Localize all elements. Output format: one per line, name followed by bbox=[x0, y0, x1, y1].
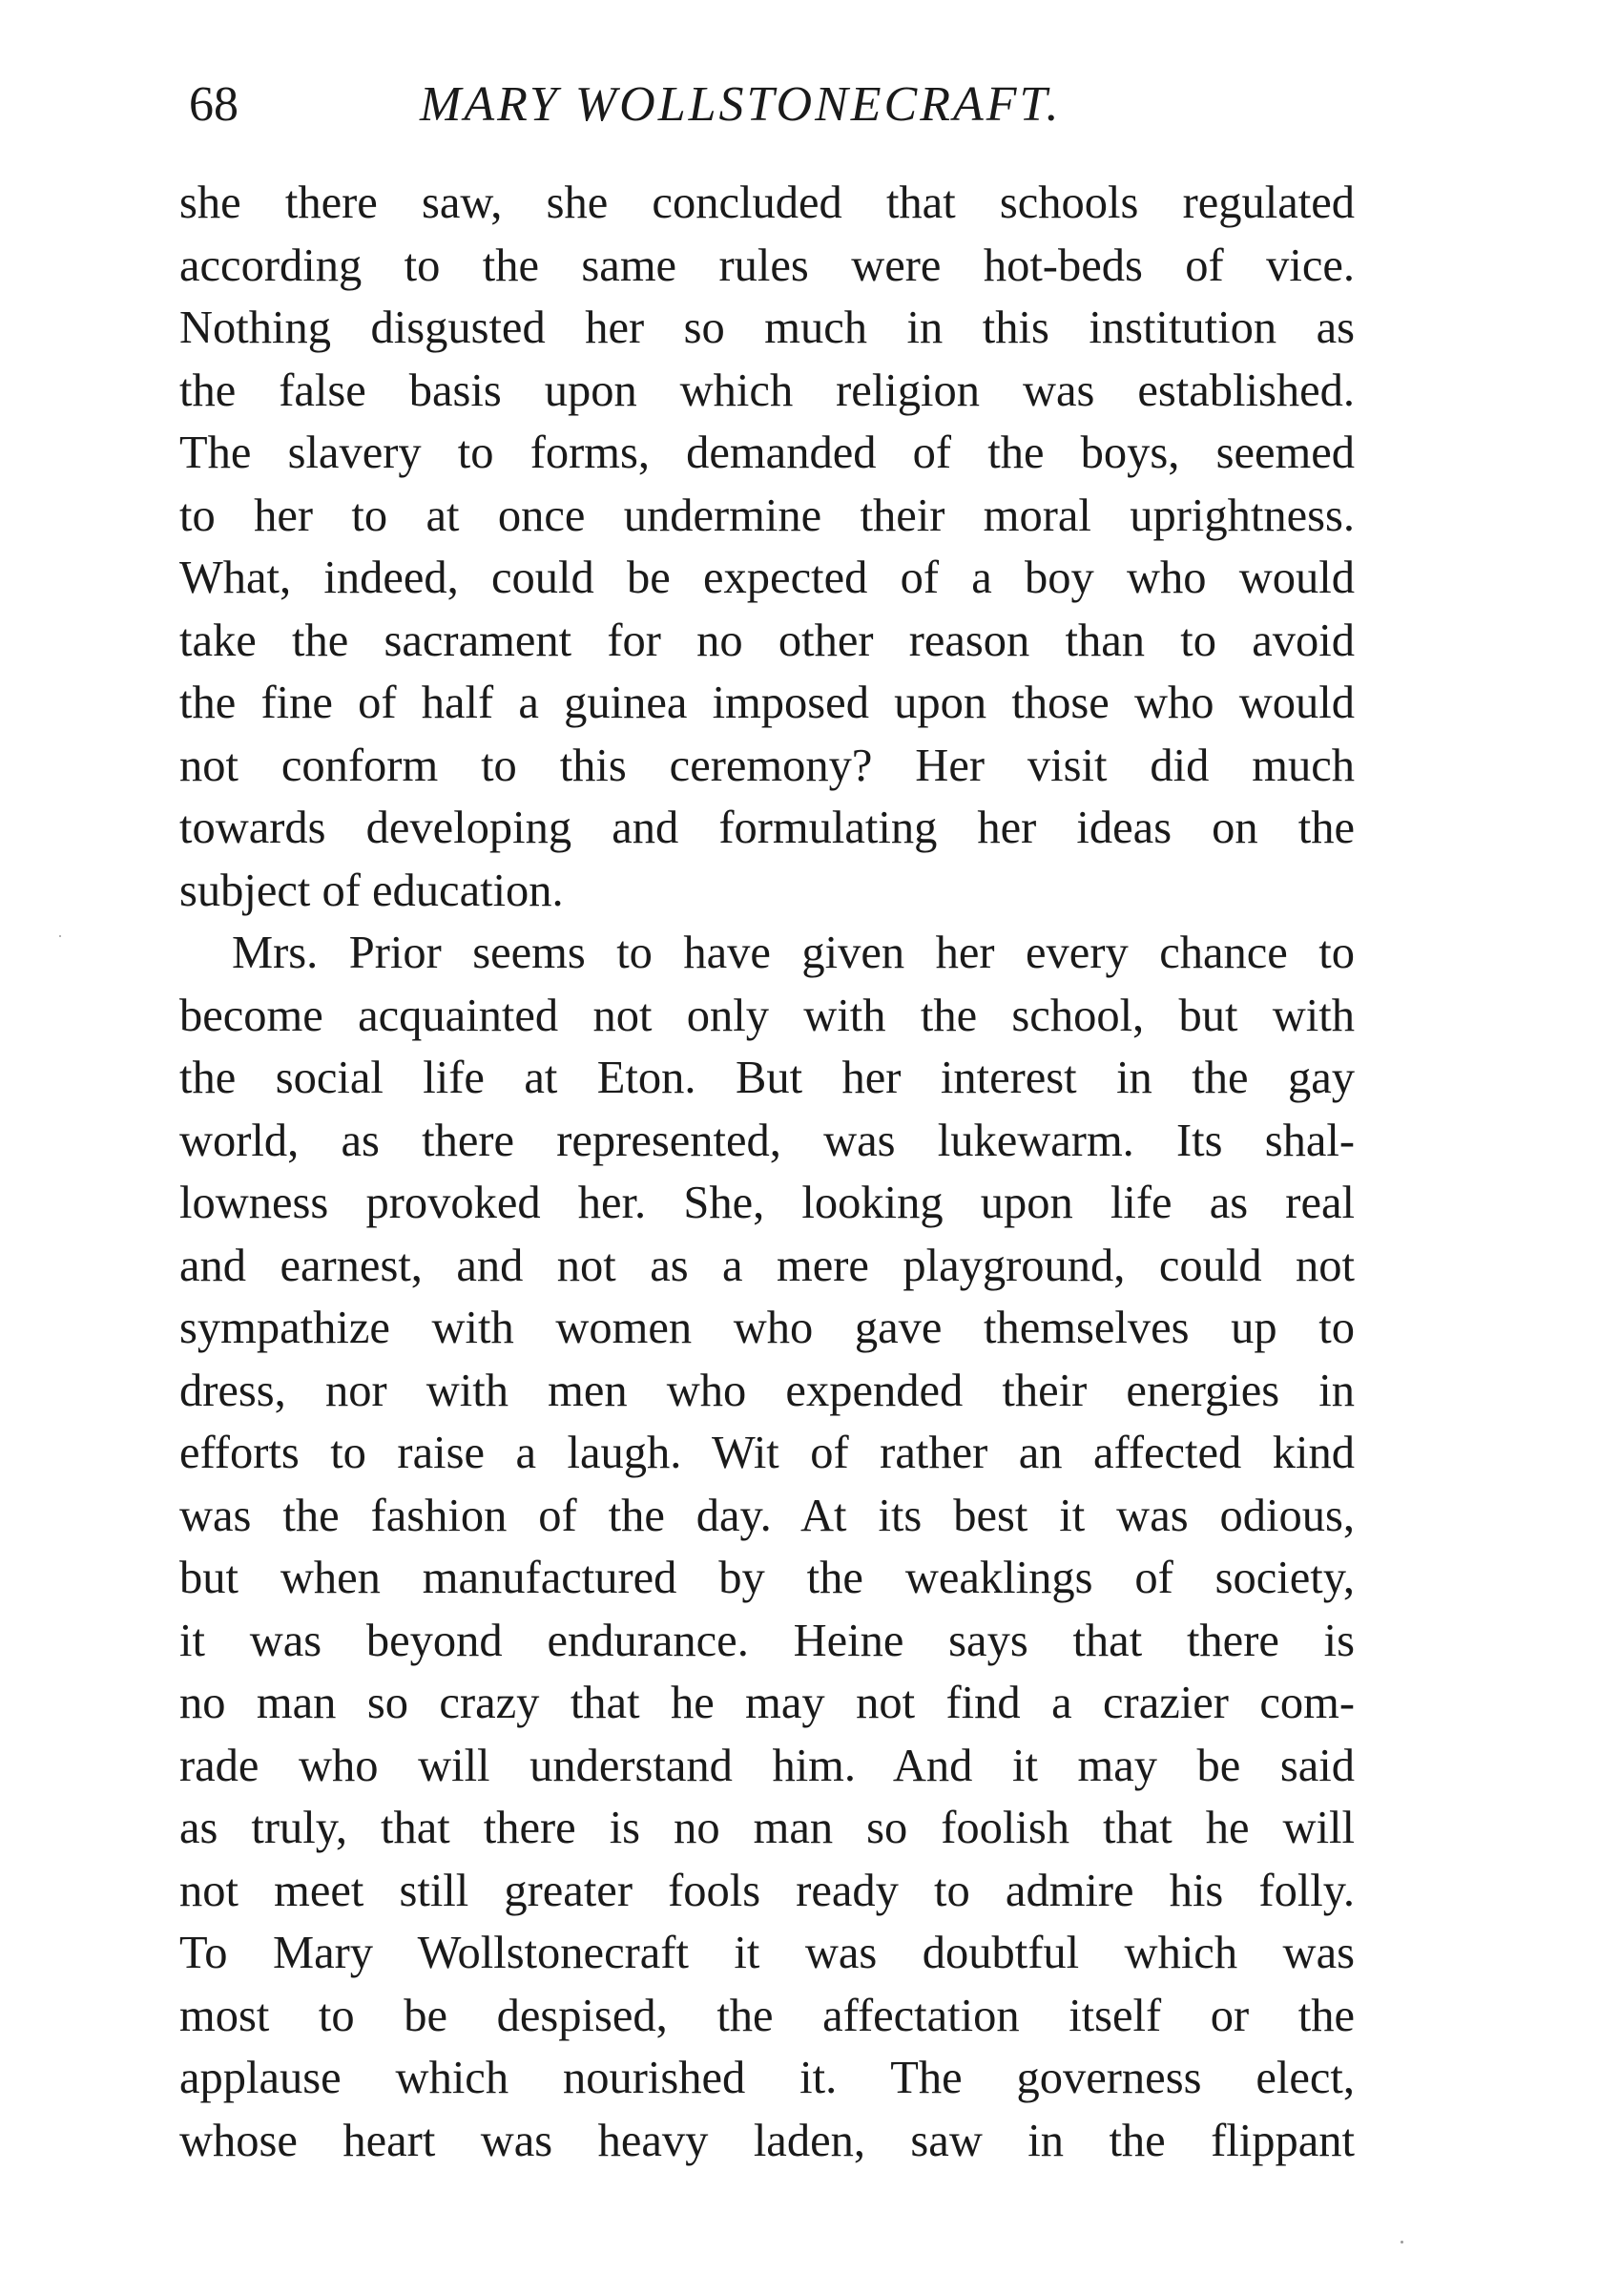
text-line: towards developing and formulating her ideas on the bbox=[179, 803, 1355, 853]
text-line: To Mary Wollstonecraft it was doubtful which was bbox=[179, 1928, 1355, 1978]
text-line: not meet still greater fools ready to admire his folly. bbox=[179, 1865, 1355, 1916]
text-line: lowness provoked her. She, looking upon life as real bbox=[179, 1178, 1355, 1228]
text-line: become acquainted not only with the school, but with bbox=[179, 990, 1355, 1041]
text-line: rade who will understand him. And it may be said bbox=[179, 1740, 1355, 1791]
text-line: as truly, that there is no man so foolish that he will bbox=[179, 1803, 1355, 1853]
text-line: and earnest, and not as a mere playground, could not bbox=[179, 1240, 1355, 1291]
text-line: applause which nourished it. The governess elect, bbox=[179, 2053, 1355, 2103]
text-line: The slavery to forms, demanded of the boys, seemed bbox=[179, 428, 1355, 478]
paragraph bbox=[179, 922, 1355, 2172]
text-line: according to the same rules were hot-beds of vice. bbox=[179, 240, 1355, 291]
running-head bbox=[181, 67, 1355, 143]
text-line: whose heart was heavy laden, saw in the flippant bbox=[179, 2115, 1355, 2166]
text-line: but when manufactured by the weaklings of society, bbox=[179, 1553, 1355, 1603]
text-line: to her to at once undermine their moral uprightness. bbox=[179, 490, 1355, 541]
text-line: take the sacrament for no other reason than to avoid bbox=[179, 615, 1355, 666]
text-line: Nothing disgusted her so much in this institution as bbox=[179, 303, 1355, 353]
text-line: it was beyond endurance. Heine says that there is bbox=[179, 1615, 1355, 1666]
text-line: efforts to raise a laugh. Wit of rather an affected kind bbox=[179, 1428, 1355, 1478]
text-line: world, as there represented, was lukewarm. Its shal- bbox=[179, 1115, 1355, 1166]
text-line: sympathize with women who gave themselves up to bbox=[179, 1303, 1355, 1353]
text-line: she there saw, she concluded that schools regulated bbox=[179, 177, 1355, 228]
paper-speck bbox=[59, 935, 61, 937]
text-line: the social life at Eton. But her interest in the gay bbox=[179, 1053, 1355, 1103]
text-line: dress, nor with men who expended their energies in bbox=[179, 1365, 1355, 1416]
text-line: the false basis upon which religion was established. bbox=[179, 365, 1355, 416]
text-line: the fine of half a guinea imposed upon those who would bbox=[179, 678, 1355, 728]
text-line: Mrs. Prior seems to have given her every chance to bbox=[232, 928, 1355, 978]
body-text bbox=[179, 172, 1355, 2172]
text-line: no man so crazy that he may not find a crazier com- bbox=[179, 1678, 1355, 1728]
paragraph bbox=[179, 172, 1355, 922]
text-line: subject of education. bbox=[179, 865, 564, 916]
text-line: was the fashion of the day. At its best it was odious, bbox=[179, 1490, 1355, 1541]
text-line: What, indeed, could be expected of a boy who would bbox=[179, 553, 1355, 603]
page-number: 68 bbox=[189, 77, 239, 132]
paper-speck bbox=[1401, 2241, 1403, 2244]
text-line: not conform to this ceremony? Her visit did much bbox=[179, 740, 1355, 791]
running-title: MARY WOLLSTONECRAFT. bbox=[420, 77, 1062, 132]
text-line: most to be despised, the affectation itself or the bbox=[179, 1990, 1355, 2041]
